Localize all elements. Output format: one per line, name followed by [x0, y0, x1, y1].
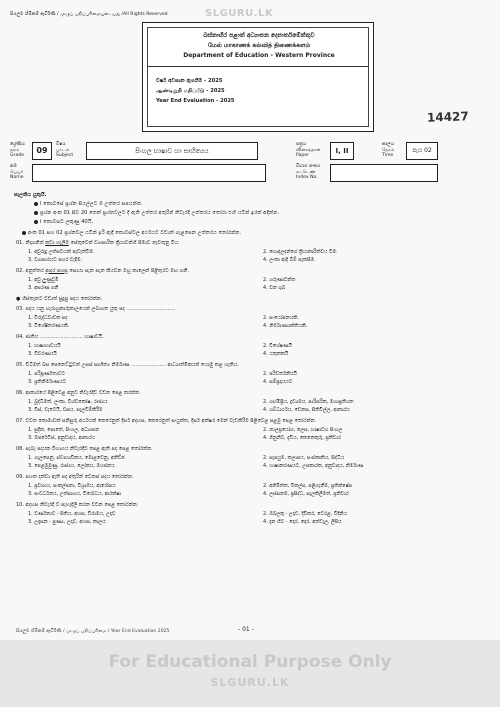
answer-option[interactable]: 2. ශහ්මිප්‍රිය, ද්‍රව්‍යමය, පාරිසරික, මහාප්‍රතිශත: [263, 399, 354, 405]
instruction-item: I කොටසේ ප්‍රශ්න සියල්ලට ම උත්තර සපයන්න.: [34, 201, 143, 208]
paper-value: I, II: [330, 142, 354, 160]
answer-option[interactable]: 1. පරිපූර්ණතාවට: [28, 371, 65, 377]
watermark-line-2: SLGURU.LK: [210, 676, 290, 689]
answer-option[interactable]: 2. අනිමිත්ත, විකල්ප, පළිගැනීම, ප්‍රතික්ෂේප: [263, 483, 353, 489]
exam-title-ta: ஆண்டிறுதி மதிப்பீடு - 2025: [156, 88, 225, 94]
questions-list: [16, 240, 486, 620]
question-stem: 10. අදහස නිවැරදි ව පැහැදිලි කරන වචන පෙළ තෝරන්න.: [16, 502, 139, 508]
answer-option[interactable]: 2. සැපයුම, කලාපය, සංස්කෘතිය, සිද්ධිය: [263, 455, 345, 461]
time-value: පැය 02: [406, 142, 438, 160]
question-stem: 08. සැබෑ පදයක විභාගය නිවැරදිව පෙළ ඇති පද පෙළ තෝරන්න.: [16, 446, 153, 452]
answer-option[interactable]: 3. ව්‍යාපාරයට පහර වැදීම.: [28, 257, 83, 263]
answer-option[interactable]: 2. පරිවර්තනීයයි: [263, 371, 297, 377]
bullet-icon: [34, 211, 38, 215]
question-stem: 04. ජාතිය ........................... භාෂාවයි.: [16, 334, 104, 340]
answer-option[interactable]: 3. අසරණ ගනී: [28, 285, 59, 291]
answer-option[interactable]: 2. ශරුණාවන්ත: [263, 277, 296, 283]
footer-note: සියලුම හිමිකම් ඇවිරිණි / முழுப் பதிப்புரிமை / Year End Evaluation 2025: [16, 629, 170, 634]
answer-option[interactable]: 2. ඔබලකු - උදාව, දිවිකර, වෙරළ, විදිනිය: [263, 511, 347, 517]
answer-option[interactable]: 4. ශබ්ධාර්ථය, වෙනස, සිතිවිල්ල, ආකාරය: [263, 407, 350, 413]
question-stem: 03. පදය යනු හැරාහුකාරුකාලයෙන් ලබාගත යුතු පද ...............................: [16, 306, 176, 312]
copyright-notice: සියලුම හිමිකම් ඇවිරිණි / முழுப் பதிப்புரிமையுடையது /All Rights Reserved: [10, 12, 168, 17]
answer-option[interactable]: 2. සංයෝජනයකි.: [263, 315, 299, 321]
answer-option[interactable]: 1. විරුද්ධවාචක පද: [28, 315, 68, 321]
name-field[interactable]: [32, 164, 266, 182]
index-field[interactable]: [330, 164, 438, 182]
answer-option[interactable]: 1. ප්‍රවාහය, සංකල්පනා, විශ්‍රාමය, ආරෝපය: [28, 483, 116, 489]
index-label: විභාග අංකය சுட்டெண் Index No.: [296, 164, 321, 180]
answer-option[interactable]: 4. දැන හිට - දොර, දොර, අත්වැල, ලිපිය: [263, 519, 342, 525]
grade-value: 09: [32, 142, 52, 160]
header-line-en: Department of Education - Western Province: [183, 52, 335, 59]
answer-option[interactable]: 4. වන ගුබ: [263, 285, 286, 291]
answer-option[interactable]: 2. නාලප්‍රයෝග, ලෙස, භාෂාවහ සිංහල: [263, 427, 343, 433]
instructions-title: සැලකිය යුතුයි.: [14, 192, 47, 198]
answer-option[interactable]: 4. භාෂාකරණයට, උපකාරක, අනුවාදය, නිර්මාණ: [263, 463, 364, 469]
answer-option[interactable]: 4. සම්ප්‍රදායයට: [263, 379, 293, 385]
time-label: කාලය நேரம் Time: [382, 142, 395, 158]
answer-option[interactable]: 1. වර්ණනාව - සිතිය, අහස, විරාමය, උදාව: [28, 511, 116, 517]
top-watermark: SLGURU.LK: [205, 8, 274, 19]
watermark-line-1: For Educational Purpose Only: [108, 652, 392, 672]
question-stem: 02. අනුත්තර ආදර පහසු සොයා සැන සැන කියවන ඔහු කාලෙන් පිළිතුරට මඟ ගනී.: [16, 268, 189, 274]
answer-option[interactable]: 3. විවරණයයි: [28, 351, 57, 357]
question-stem: 01. නිදාගනිත් කඩා හැලීම සේතුවෙන් ව්‍යාපාරික ක්‍රියාවන්හි සීමාව නැවතුනු විය.: [16, 240, 180, 246]
question-stem: ● හිස්තැනට වඩාත් සුදුසු පදය තෝරන්න.: [16, 296, 103, 302]
bullet-icon: [34, 202, 38, 206]
answer-option[interactable]: 4. යතුකකයි: [263, 351, 289, 357]
answer-option[interactable]: 1. අවු ලුණුවුමී: [28, 277, 59, 283]
answer-option[interactable]: 1. අවුරුදු උත්සවයක් පැවැත්වීම.: [28, 249, 95, 255]
answer-option[interactable]: 1. සුදීන, පොතේ, සිංහල, අධ්‍යාපන: [28, 427, 100, 433]
grade-label: ශ්‍රේණිය தரம் Grade: [10, 142, 25, 158]
header-box: [142, 22, 374, 132]
answer-option[interactable]: 4. ලස්සනම, ප්‍රසිද්ධ, සැලකිලිමත්, ප්‍රතිචාර: [263, 491, 349, 497]
subject-label: විෂය பாடம் Subject: [56, 142, 74, 158]
answer-option[interactable]: 4. ලංකා ආදි බිම් සැකසීම.: [263, 257, 316, 263]
question-stem: 06. ආකාරයේ පිළිවෙළ අනුව නිවැරදිව වචන පෙළ කරන්න.: [16, 390, 141, 396]
answer-option[interactable]: 3. විශේෂිතරණයකි.: [28, 323, 70, 329]
answer-option[interactable]: 2. විශේෂණයි: [263, 343, 292, 349]
answer-option[interactable]: 3. උදෑසන - පුණ්‍ය, උදාව, අහස, කාලය: [28, 519, 106, 525]
answer-option[interactable]: 4. ගිනුනිට, දැඩිය, කෙනෙකුරු, ප්‍රතිචාර: [263, 435, 341, 441]
answer-option[interactable]: 1. ගැලපෙනු, ස්වාභාවිකය, මොළවෙනු, අනිච්ඡ: [28, 455, 125, 461]
answer-option[interactable]: 1. බුද්ධිමත්, ලංකා, විශ්වකෝෂ, රාජ්‍යය: [28, 399, 108, 405]
bullet-icon: [22, 231, 26, 235]
answer-option[interactable]: 3. විස්, වැටෙයි, වසය, සැලවීම්කිරීම: [28, 407, 103, 413]
index-stamp: 14427: [426, 109, 469, 125]
answer-option[interactable]: 3. පෙළමුමුණු, රාජ්‍යය, ලෝකය, මහජනය: [28, 463, 115, 469]
page-number: - 01 -: [238, 626, 254, 633]
section-instruction: අංක 01 සහ 02 ප්‍රශ්නවල යටින් ඉරි ඇඳි කොටස්වල අර්ථයට වඩාත් ගැළපෙන උත්තරය තෝරන්න.: [22, 230, 241, 237]
header-line-ta: மேல் மாகாணக் கல்வித் திணைக்களம்: [207, 42, 311, 49]
answer-option[interactable]: 3. ඔපරේටිස්, අනුවාදය, ආකාරය: [28, 435, 96, 441]
exam-title-en: Year End Evaluation - 2025: [156, 98, 235, 104]
answer-option[interactable]: 3. ප්‍රතිනිර්මාණයට: [28, 379, 67, 385]
question-stem: 09. පහත දක්වා ඇති පද අතුරින් වෙනස් පදය තෝරන්න.: [16, 474, 134, 480]
instruction-item: I කොටසට ලකුණු 40යි.: [34, 219, 93, 226]
name-label: නම பெயர் Name: [10, 164, 24, 180]
instruction-item: ප්‍රශ්න අංක 01 සිට 20 තෙක් ප්‍රශ්නවලට දී ඇති උත්තර අතුරින් නිවැරදි උත්තරය තෝරා එහි යටින් ඉරක් අඳින්න.: [34, 210, 279, 217]
bullet-icon: [34, 220, 38, 224]
question-stem: 07. වචන කොමාවක් සනිසුරු අර්ථයක් කෙරෙනුත් දීර්ඝ අදහස, කෙරෙනුත් සංයුක්ත, දීර්ඝ අක්ෂර මෙන් වැඩකිරීම පිළිවෙළ පළමු පෙළ තෝරන්න.: [16, 418, 317, 424]
subject-value: සිංහල භාෂාව හා සාහිත්‍යය: [86, 142, 258, 160]
info-panel: [10, 142, 492, 186]
answer-option[interactable]: 2. හොඳලදන්ගේ ක්‍රියාකාරිත්වය වීම.: [263, 249, 338, 255]
header-line-si: බස්නාහිර පළාත් අධ්‍යාපන දෙපාර්තමේන්තුව: [203, 32, 315, 39]
question-stem: 05. විධිමත් බස පෙනෙට්ටුවන් උසස් සාහිත්‍ය නිර්මාණ ...................... ආධ්‍යාත්මිකයන් යොමු කළ හැකිය.: [16, 362, 239, 368]
answer-option[interactable]: 3. සංවර්ධනය, උත්සාහය, විරෝධය, ආරක්ෂා: [28, 491, 121, 497]
exam-title-si: වර්ෂ අවසාන ඇගයීම - 2025: [156, 78, 223, 84]
paper-label: පත්‍රය வினாத்தாள் Paper: [296, 142, 321, 158]
answer-option[interactable]: 4. නිර්මාණශක්තියකි.: [263, 323, 308, 329]
answer-option[interactable]: 1. භාෂාභාවයයි: [28, 343, 61, 349]
